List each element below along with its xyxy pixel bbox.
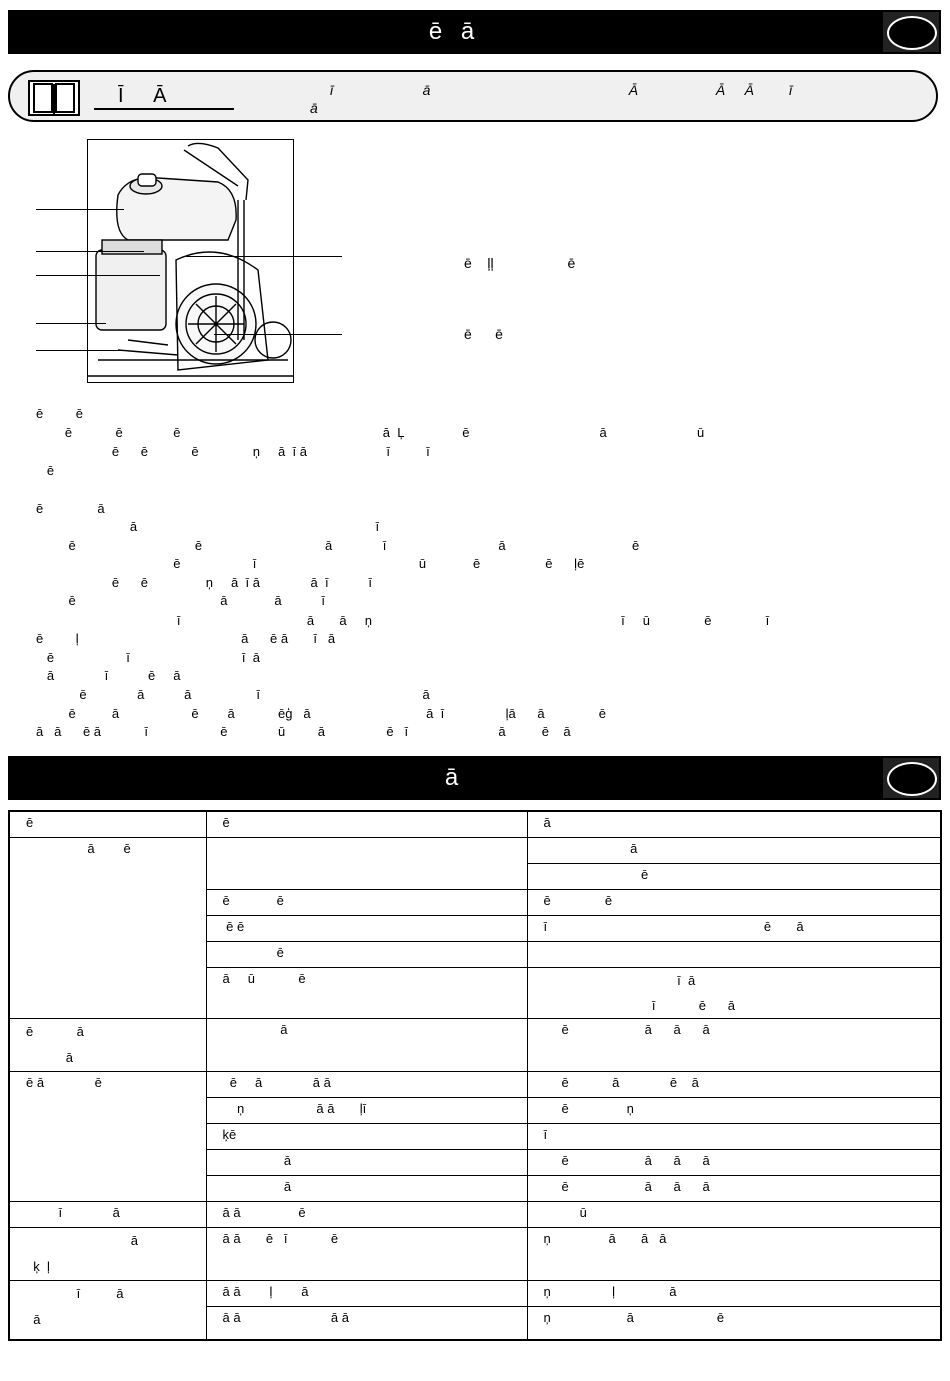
solution-cell: ū: [527, 1202, 941, 1228]
solution-cell: ī ē ā: [527, 916, 941, 942]
cause-cell: ē: [206, 942, 527, 968]
text-line: ē ē ņ ā ī ā ā ī ī: [36, 575, 372, 590]
text-line: ī ā ā ņ ī ū ē ī: [36, 613, 770, 628]
text-line: ē ē ē ņ ā ī ā ī ī: [36, 444, 430, 459]
cause-cell: ā: [206, 1019, 527, 1072]
solution-cell: ē ņ: [527, 1098, 941, 1124]
problem-cell: ī ā ā: [9, 1281, 206, 1341]
engine-drawing: [88, 140, 293, 382]
cause-cell: ē ē: [206, 890, 527, 916]
text-line: ē ā ā ī: [36, 593, 325, 608]
cause-cell: ķē: [206, 1124, 527, 1150]
text-line: ā ī: [36, 519, 380, 534]
column-header: ē: [9, 811, 206, 838]
language-badge: [883, 758, 939, 798]
table-row: [9, 1072, 941, 1098]
troubleshooting-table: [8, 810, 942, 1341]
figure-caption: ē ļļ ē: [464, 255, 576, 271]
cause-cell: ā ā ē: [206, 1202, 527, 1228]
leader-line: [186, 256, 342, 257]
column-header: ā: [527, 811, 941, 838]
solution-cell: ņ ā ē: [527, 1307, 941, 1341]
cause-cell: ā ā ā ā: [206, 1307, 527, 1341]
book-icon: [28, 80, 80, 116]
problem-cell: ē ā ē: [9, 1072, 206, 1202]
solution-cell: ē ā ē ā: [527, 1072, 941, 1098]
leader-line: [36, 275, 160, 276]
cause-cell: ā: [206, 1150, 527, 1176]
leader-line: [214, 334, 342, 335]
problem-cell: ē ā ā: [9, 1019, 206, 1072]
badge-oval-icon: [887, 762, 937, 796]
leader-line: [36, 350, 124, 351]
solution-cell: ā: [527, 838, 941, 864]
solution-cell: ī: [527, 1124, 941, 1150]
table-row: [9, 1019, 941, 1072]
text-line: ē ļ ā ē ā ī ā: [36, 631, 336, 646]
text-line: ē ī ū ē ē ļē: [36, 556, 585, 571]
problem-cell: ī ā: [9, 1202, 206, 1228]
section-header-bar: [8, 756, 941, 800]
text-line: ē ē: [36, 406, 83, 421]
table-row: [9, 1202, 941, 1228]
cause-cell: ē ā ā ā: [206, 1072, 527, 1098]
text-line: ā ī ē ā: [36, 668, 181, 683]
text-line: ē ā ē ā ēģ ā ā ī ļā ā ē: [36, 706, 607, 721]
note-text-line: ā: [310, 100, 318, 116]
text-line: ā ā ē ā ī ē ū ā ē ī ā ē ā: [36, 724, 571, 739]
text-line: ē ī ī ā: [36, 650, 260, 665]
text-line: ē ē ē ā Ļ ē ā ū: [36, 425, 705, 440]
solution-cell: ņ ļ ā: [527, 1281, 941, 1307]
cause-cell: ā ā ļ ā: [206, 1281, 527, 1307]
cause-cell: [206, 838, 527, 890]
column-header: ē: [206, 811, 527, 838]
text-line: ē ā ā ī ā: [36, 687, 430, 702]
solution-cell: [527, 942, 941, 968]
leader-line: [36, 209, 124, 210]
problem-cell: ā ķ ļ: [9, 1228, 206, 1281]
solution-cell: ē: [527, 864, 941, 890]
note-text-line: ī ā Ā Ā Ā ī: [330, 82, 793, 98]
section-header-bar: [8, 10, 941, 54]
table-row: [9, 1228, 941, 1281]
manual-note-box: [8, 70, 938, 122]
solution-cell: ē ā ā ā: [527, 1176, 941, 1202]
engine-illustration: [87, 139, 294, 383]
cause-cell: ē ē: [206, 916, 527, 942]
cause-cell: ā ū ē: [206, 968, 527, 1019]
cause-cell: ā: [206, 1176, 527, 1202]
cause-cell: ā ā ē ī ē: [206, 1228, 527, 1281]
solution-cell: ī ā ī ē ā: [527, 968, 941, 1019]
cause-cell: ņ ā ā ļī: [206, 1098, 527, 1124]
text-line: ē ā: [36, 501, 105, 516]
leader-line: [36, 323, 106, 324]
solution-cell: ē ā ā ā: [527, 1150, 941, 1176]
note-label: Ī Ā: [94, 84, 234, 110]
figure-caption: ē ē: [464, 326, 503, 342]
table-header-row: [9, 811, 941, 838]
solution-cell: ē ē: [527, 890, 941, 916]
solution-cell: ē ā ā ā: [527, 1019, 941, 1072]
table-row: [9, 1281, 941, 1307]
language-badge: [883, 12, 939, 52]
problem-cell: ā ē: [9, 838, 206, 1019]
text-line: ē: [36, 463, 55, 478]
text-line: ē ē ā ī ā ē: [36, 538, 640, 553]
table-row: [9, 838, 941, 864]
leader-line: [36, 251, 144, 252]
badge-oval-icon: [887, 16, 937, 50]
section-title: ē ā: [428, 18, 481, 45]
solution-cell: ņ ā ā ā: [527, 1228, 941, 1281]
section-title: ā: [444, 764, 465, 791]
